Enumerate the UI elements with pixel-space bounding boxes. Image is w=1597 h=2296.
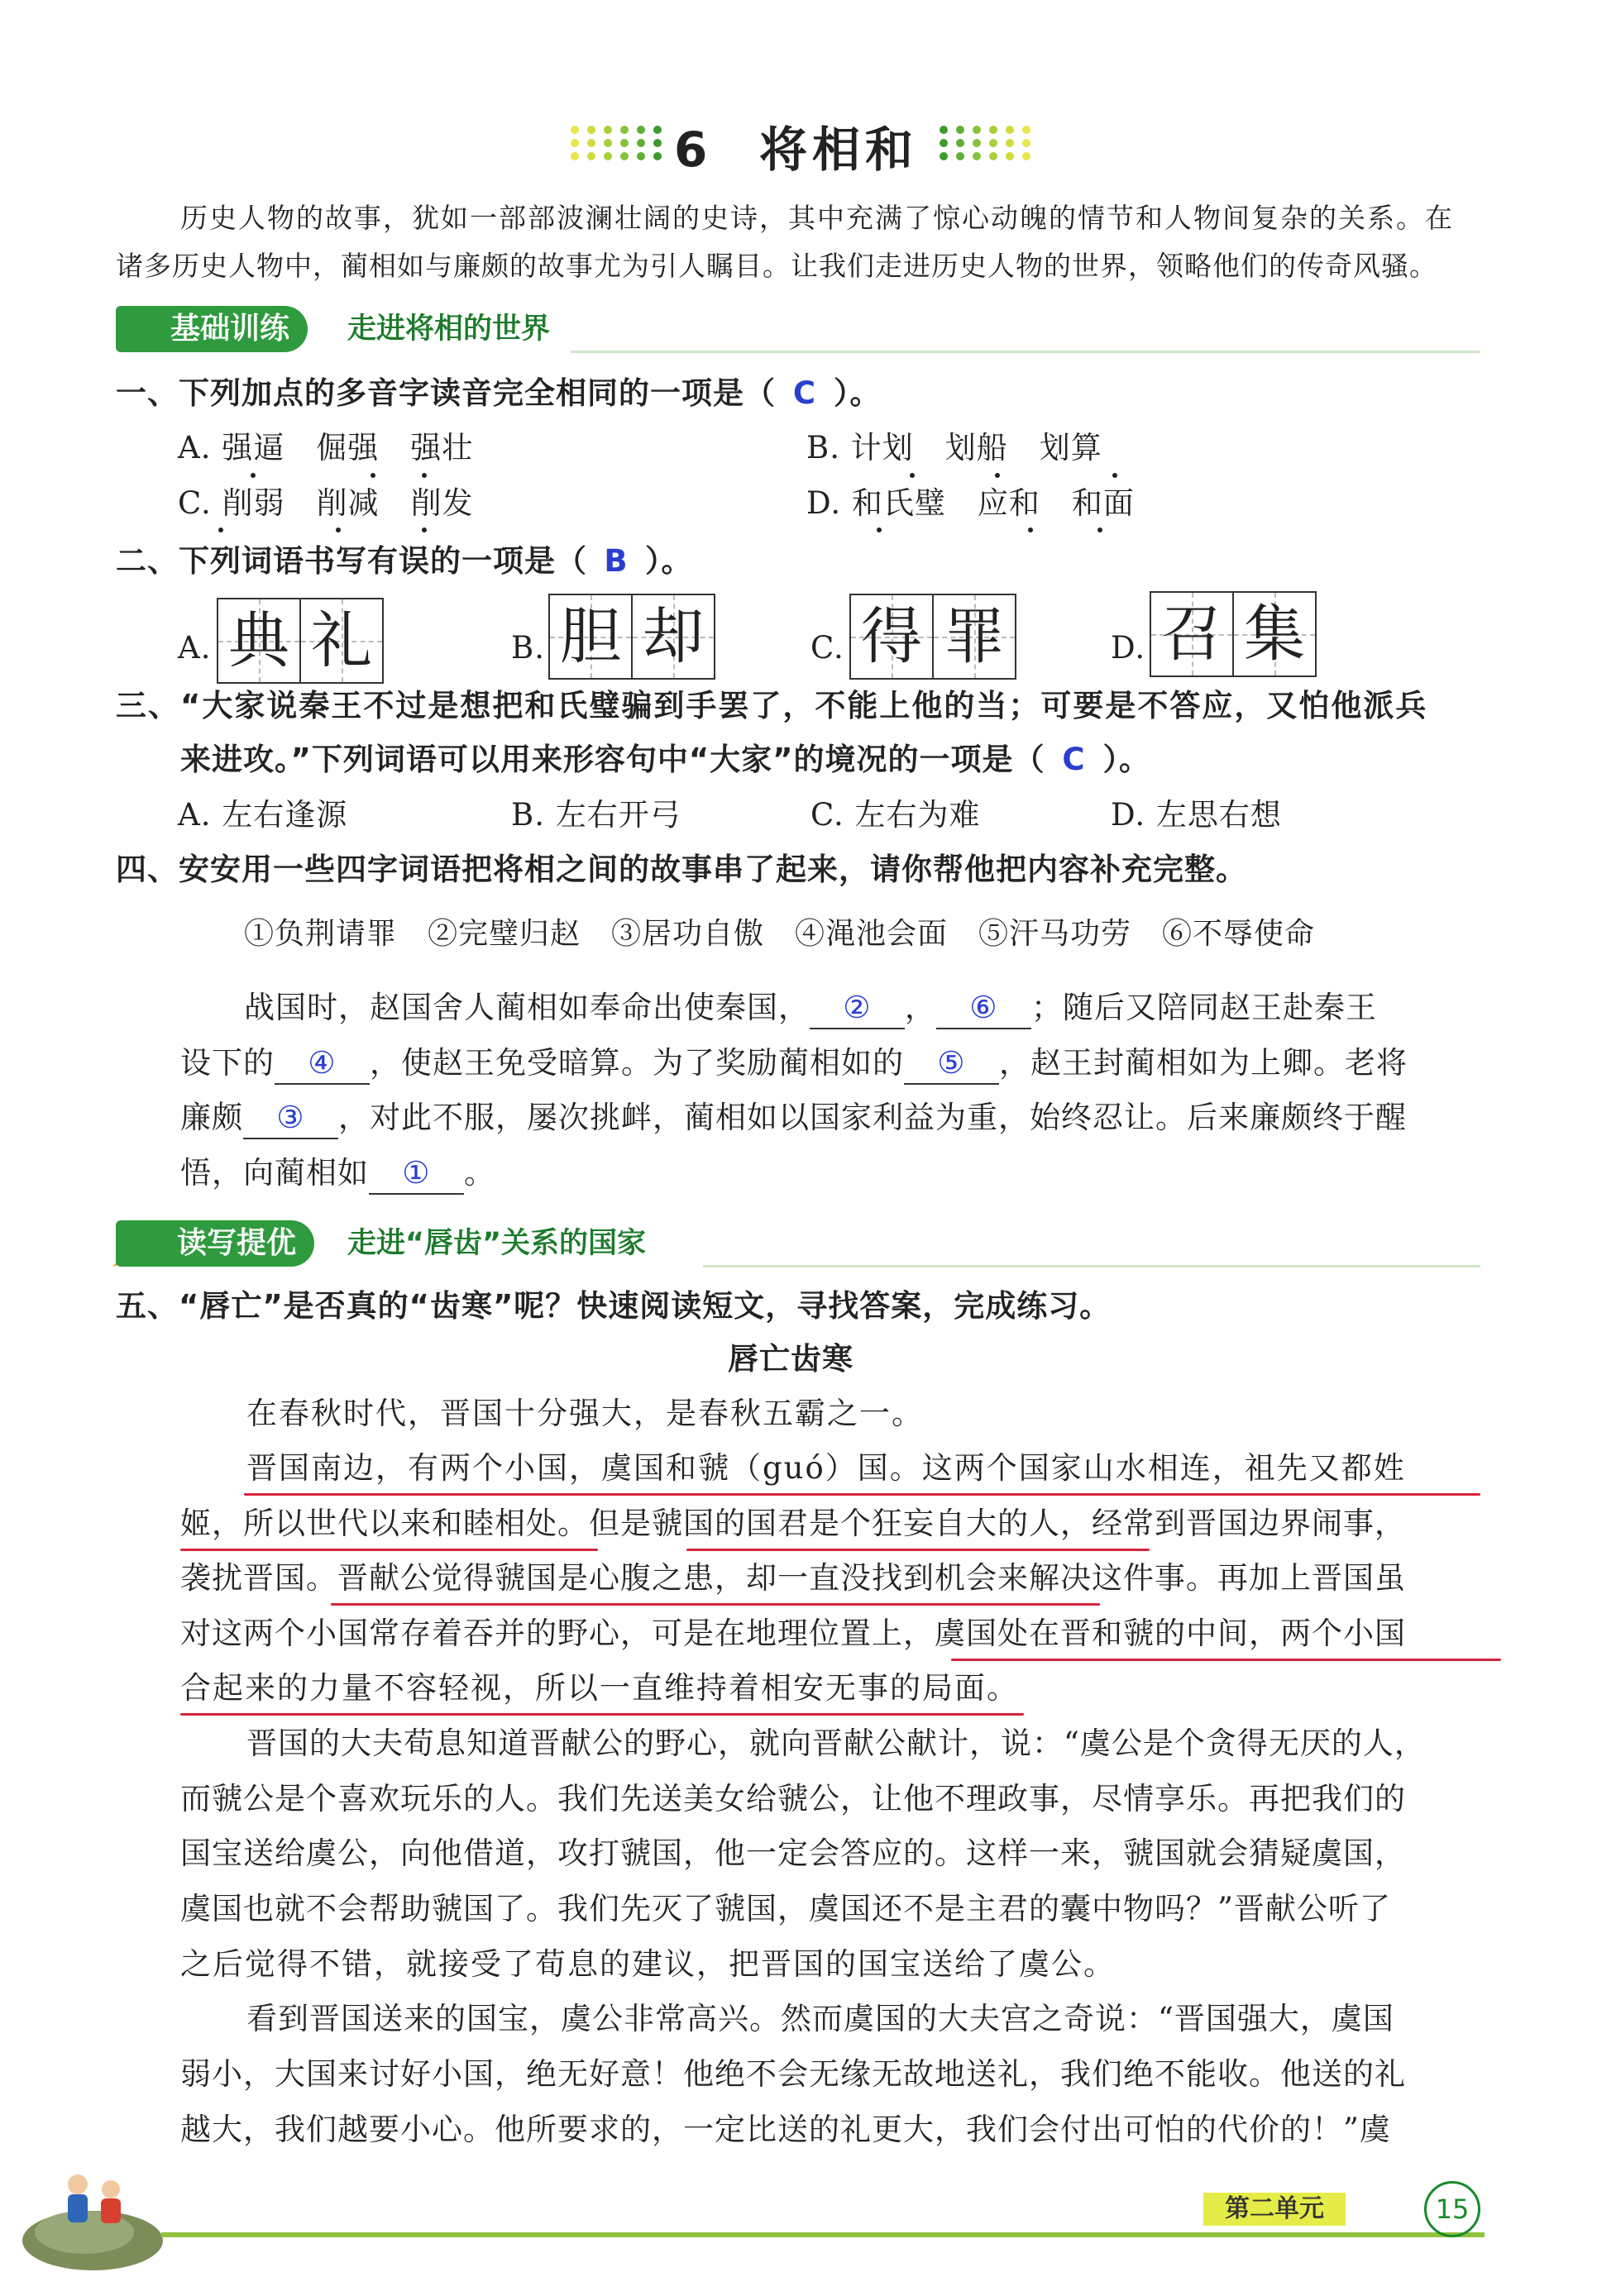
- title-dot: [973, 139, 981, 147]
- q4-blank-1: ②: [810, 988, 905, 1029]
- title-dot: [620, 152, 629, 160]
- lesson-number: 6: [674, 122, 709, 178]
- page-title: 将相和: [759, 122, 919, 178]
- title-dot: [653, 152, 662, 160]
- title-dot: [620, 139, 629, 147]
- title-dot: [571, 152, 579, 160]
- q4-blank-4: ⑤: [904, 1043, 999, 1085]
- emphasis-dot: [336, 527, 341, 532]
- q3-option-a: A. 左右逢源: [178, 797, 348, 833]
- annotation-underline: [331, 1603, 1100, 1606]
- title-dot: [1006, 139, 1014, 147]
- section-tag-basic: 基础训练: [116, 306, 308, 352]
- intro-line-1: 历史人物的故事，犹如一部部波澜壮阔的史诗，其中充满了惊心动魄的情节和人物间复杂的关系。在: [180, 202, 1454, 234]
- title-dot: [956, 152, 964, 160]
- kids-on-rock-illustration: [18, 2150, 167, 2274]
- emphasis-dot: [1097, 527, 1102, 532]
- title-dot: [956, 126, 964, 134]
- section-divider: [703, 1265, 1480, 1267]
- q3-stem-line-1: 三、“大家说秦王不过是想把和氏璧骗到手罢了，不能上他的当；可要是不答应，又怕他派兵: [116, 688, 1428, 723]
- q2-option-c-label: C.: [810, 630, 844, 666]
- title-dot: [989, 139, 997, 147]
- essay-line: 晋国的大夫荀息知道晋献公的野心，就向晋献公献计，说：“虞公是个贪得无厌的人，: [246, 1726, 1426, 1761]
- title-dot: [653, 126, 662, 134]
- q4-passage-line-1: 战国时，赵国舍人蔺相如奉命出使秦国， ② ， ⑥ ；随后又陪同赵王赴秦王: [244, 988, 1377, 1029]
- q4-passage-line-3: 廉颇 ③ ，对此不服，屡次挑衅，蔺相如以国家利益为重，始终忍让。后来廉颇终于醒: [180, 1098, 1407, 1139]
- q2-option-d-grid: 召 集: [1150, 591, 1317, 677]
- q4-stem: 四、安安用一些四字词语把将相之间的故事串了起来，请你帮他把内容补充完整。: [116, 852, 1247, 887]
- essay-line: 对这两个小国常存着吞并的野心，可是在地理位置上，虞国处在晋和虢的中间，两个小国: [180, 1616, 1406, 1651]
- annotation-underline: [244, 1493, 1480, 1496]
- essay-line: 看到晋国送来的国宝，虞公非常高兴。然而虞国的大夫宫之奇说：“晋国强大，虞国: [246, 2001, 1394, 2036]
- q1-option-c: C. 削弱 削减 削发: [178, 485, 474, 521]
- footer-rule: [161, 2232, 1485, 2237]
- title-dot: [637, 139, 645, 147]
- emphasis-dot: [995, 473, 1000, 478]
- q3-answer: C: [1062, 742, 1086, 777]
- q4-blank-6: ①: [369, 1153, 464, 1195]
- q4-blank-2: ⑥: [936, 988, 1031, 1029]
- q2-stem: 二、下列词语书写有误的一项是（ B ）。: [116, 542, 693, 581]
- title-dot: [989, 126, 997, 134]
- essay-line: 合起来的力量不容轻视，所以一直维持着相安无事的局面。: [180, 1670, 1019, 1706]
- title-dot: [604, 152, 612, 160]
- q4-blank-5: ③: [243, 1098, 338, 1139]
- essay-line: 虞国也就不会帮助虢国了。我们先灭了虢国，虞国还不是主君的囊中物吗？”晋献公听了: [180, 1891, 1391, 1926]
- essay-line: 之后觉得不错，就接受了荀息的建议，把晋国的国宝送给了虞公。: [180, 1946, 1116, 1982]
- q1-answer: C: [792, 375, 817, 411]
- emphasis-dot: [422, 527, 427, 532]
- essay-line: 姬，所以世代以来和睦相处。但是虢国的国君是个狂妄自大的人，经常到晋国边界闹事，: [180, 1506, 1406, 1541]
- essay-line: 国宝送给虞公，向他借道，攻打虢国，他一定会答应的。这样一来，虢国就会猜疑虞国，: [180, 1835, 1406, 1871]
- emphasis-dot: [251, 473, 256, 478]
- unit-label: 第二单元: [1203, 2193, 1346, 2226]
- title-dot: [956, 139, 964, 147]
- section-tag-advanced: 读写提优: [116, 1220, 314, 1267]
- q3-option-d: D. 左思右想: [1111, 797, 1282, 833]
- title-dot: [989, 152, 997, 160]
- title-dot: [1006, 126, 1014, 134]
- essay-line: 晋国南边，有两个小国，虞国和虢（guó）国。这两个国家山水相连，祖先又都姓: [246, 1450, 1406, 1486]
- q2-option-a-label: A.: [178, 630, 212, 666]
- title-dot: [653, 139, 662, 147]
- title-dot: [973, 152, 981, 160]
- title-dot: [1022, 152, 1030, 160]
- q3-option-b: B. 左右开弓: [511, 797, 681, 833]
- title-dots-right: [940, 126, 1032, 160]
- title-dot: [604, 126, 612, 134]
- annotation-underline: [180, 1713, 1024, 1716]
- essay-line: 袭扰晋国。晋献公觉得虢国是心腹之患，却一直没找到机会来解决这件事。再加上晋国虽: [180, 1560, 1406, 1596]
- emphasis-dot: [218, 527, 223, 532]
- intro-line-2: 诸多历史人物中，蔺相如与廉颇的故事尤为引人瞩目。让我们走进历史人物的世界，领略他们的传奇风骚。: [116, 250, 1437, 282]
- q1-stem: 一、下列加点的多音字读音完全相同的一项是（ C ）。: [116, 374, 882, 413]
- q2-answer: B: [604, 543, 629, 579]
- title-dot: [1022, 126, 1030, 134]
- title-dot: [587, 126, 595, 134]
- q2-option-a-grid: 典 礼: [217, 598, 384, 684]
- section-subtitle-basic: 走进将相的世界: [347, 313, 551, 346]
- q1-option-d: D. 和氏璧 应和 和面: [806, 485, 1135, 521]
- q2-option-b-grid: 胆 却: [548, 594, 715, 680]
- title-dot: [587, 152, 595, 160]
- emphasis-dot: [910, 473, 915, 478]
- emphasis-dot: [1112, 473, 1117, 478]
- section-divider: [571, 351, 1480, 353]
- essay-line: 越大，我们越要小心。他所要求的，一定比送的礼更大，我们会付出可怕的代价的！”虞: [180, 2112, 1391, 2147]
- title-dot: [604, 139, 612, 147]
- q4-passage-line-2: 设下的 ④ ，使赵王免受暗算。为了奖励蔺相如的 ⑤ ，赵王封蔺相如为上卿。老将: [180, 1043, 1408, 1085]
- title-dot: [587, 139, 595, 147]
- emphasis-dot: [1028, 527, 1033, 532]
- page-number: 15: [1424, 2181, 1480, 2237]
- emphasis-dot: [371, 473, 375, 478]
- title-dot: [637, 152, 645, 160]
- essay-title: 唇亡齿寒: [728, 1341, 853, 1377]
- section-subtitle-advanced: 走进“唇齿”关系的国家: [347, 1227, 647, 1260]
- annotation-underline: [686, 1549, 1150, 1551]
- q1-option-b: B. 计划 划船 划算: [806, 430, 1102, 465]
- annotation-underline: [180, 1549, 598, 1551]
- essay-line: 而虢公是个喜欢玩乐的人。我们先送美女给虢公，让他不理政事，尽情享乐。再把我们的: [180, 1781, 1406, 1816]
- title-dot: [1022, 139, 1030, 147]
- title-dot: [973, 126, 981, 134]
- emphasis-dot: [422, 473, 427, 478]
- q4-choices: ①负荆请罪 ②完璧归赵 ③居功自傲 ④渑池会面 ⑤汗马功劳 ⑥不辱使命: [244, 917, 1316, 951]
- q4-blank-3: ④: [275, 1043, 370, 1085]
- title-dot: [940, 152, 948, 160]
- q2-option-b-label: B.: [511, 630, 545, 666]
- title-dot: [571, 139, 579, 147]
- title-dot: [637, 126, 645, 134]
- title-dot: [571, 126, 579, 134]
- title-dot: [940, 126, 948, 134]
- q1-option-a: A. 强逼 倔强 强壮: [178, 430, 474, 465]
- title-dot: [940, 139, 948, 147]
- q3-option-c: C. 左右为难: [810, 797, 981, 833]
- q5-stem: 五、“唇亡”是否真的“齿寒”呢？快速阅读短文，寻找答案，完成练习。: [116, 1288, 1112, 1324]
- annotation-underline: [951, 1659, 1501, 1661]
- q4-passage-line-4: 悟，向蔺相如 ① 。: [180, 1153, 495, 1195]
- q2-option-c-grid: 得 罪: [849, 594, 1016, 680]
- essay-line: 在春秋时代，晋国十分强大，是春秋五霸之一。: [246, 1396, 924, 1431]
- title-dot: [620, 126, 629, 134]
- title-dots-left: [571, 126, 663, 160]
- emphasis-dot: [877, 527, 882, 532]
- q2-option-d-label: D.: [1111, 630, 1146, 666]
- q3-stem-line-2: 来进攻。”下列词语可以用来形容句中“大家”的境况的一项是（ C ）。: [180, 740, 1150, 780]
- essay-line: 弱小，大国来讨好小国，绝无好意！他绝不会无缘无故地送礼，我们绝不能收。他送的礼: [180, 2056, 1406, 2092]
- title-dot: [1006, 152, 1014, 160]
